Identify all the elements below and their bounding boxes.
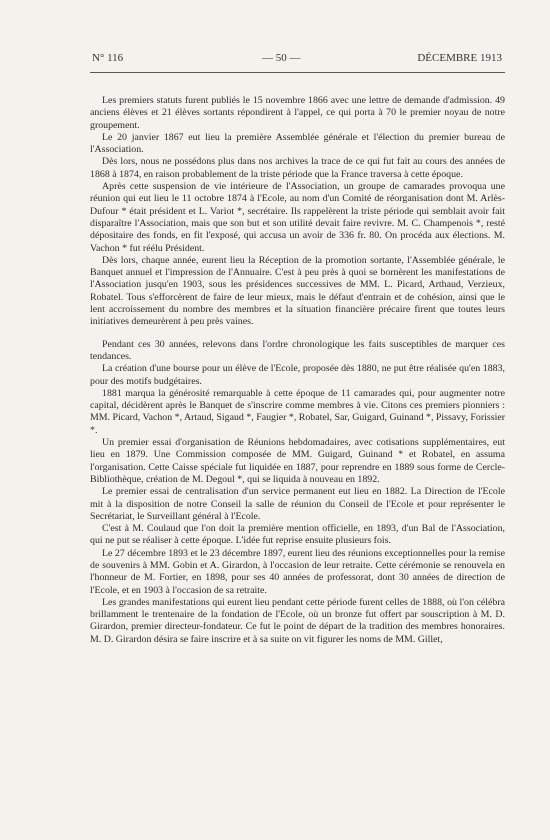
paragraph: Pendant ces 30 années, relevons dans l'ordre chronologique les faits susceptibles de marquer ces tendances.	[90, 338, 505, 362]
issue-date: DÉCEMBRE 1913	[417, 52, 502, 64]
paragraph: Un premier essai d'organisation de Réunions hebdomadaires, avec cotisations supplémentaires, eut lieu en 1879. Une Commission composée de MM. Guigard, Guinand * et Robatel, en assuma l'organisation. Cette Caisse spéciale fut liquidée en 1887, pour reprendre en 1889 sous forme de Cercle-Bibliothèque, création de M. Degoul *, qui se liquida à nouveau en 1892.	[90, 437, 505, 485]
article-body	[90, 95, 505, 646]
paragraph: 1881 marqua la générosité remarquable à cette époque de 11 camarades qui, pour augmenter notre capital, décidèrent après le Banquet de s'inscrire comme membres à vie. Citons ces premiers pionniers : MM. Picard, Vachon *, Artaud, Sigaud *, Faugier *, Robatel, Sar, Guigard, Guinand *, Pissavy, Forissier *.	[90, 387, 505, 436]
paragraph: Dès lors, nous ne possédons plus dans nos archives la trace de ce qui fut fait au cours des années de 1868 à 1874, en raison probablement de la triste période que la France traversa à cette époque.	[90, 156, 505, 180]
paragraph: Le premier essai de centralisation d'un service permanent eut lieu en 1882. La Direction de l'Ecole mit à la disposition de notre Conseil la salle de réunion du Conseil de l'Ecole et pour représenter le Secrétariat, le Surveillant général à l'Ecole.	[90, 486, 505, 522]
paragraph: Les grandes manifestations qui eurent lieu pendant cette période furent celles de 1888, où l'on célébra brillamment le trentenaire de la fondation de l'Ecole, où un bronze fut offert par souscription à M. D. Girardon, premier directeur-fondateur. Ce fut le point de départ de la tradition des membres honoraires. M. D. Girardon désira se faire inscrire et à sa suite on vit figurer les noms de MM. Gillet,	[90, 596, 505, 645]
header-rule	[90, 72, 505, 73]
paragraph: Les premiers statuts furent publiés le 15 novembre 1866 avec une lettre de demande d'admission. 49 anciens élèves et 21 élèves sortants répondirent à l'appel, ce qui porta à 70 le premier noyau de notre groupement.	[90, 95, 505, 131]
paragraph: Le 20 janvier 1867 eut lieu la première Assemblée générale et l'élection du premier bureau de l'Association.	[90, 131, 505, 156]
paragraph: La création d'une bourse pour un élève de l'Ecole, proposée dès 1880, ne put être réalisée qu'en 1883, pour des motifs budgétaires.	[90, 363, 505, 387]
paragraph: Dès lors, chaque année, eurent lieu la Réception de la promotion sortante, l'Assemblée générale, le Banquet annuel et l'impression de l'Annuaire. C'est à peu près à quoi se bornèrent les manifestations de l'Association jusqu'en 1903, sous les présidences successives de MM. L. Picard, Arthaud, Verzieux, Robatel. Tous s'efforcèrent de faire de leur mieux, mais le défaut d'entrain et de cohésion, ainsi que le lent accroissement du nombre des membres et la situation financière précaire firent que toutes leurs initiatives demeurèrent à peu près vaines.	[90, 254, 505, 328]
issue-number: N° 116	[92, 52, 124, 64]
paragraph: C'est à M. Coulaud que l'on doit la première mention officielle, en 1893, d'un Bal de l'Association, qui ne put se réaliser à cette époque. L'idée fut reprise ensuite plusieurs fois.	[90, 523, 505, 547]
paragraph: Le 27 décembre 1893 et le 23 décembre 1897, eurent lieu des réunions exceptionnelles pour la remise de souvenirs à MM. Gobin et A. Girardon, à l'occasion de leur retraite. Cette cérémonie se renouvela en l'honneur de M. Fortier, en 1898, pour ses 40 années de professorat, dont 30 années de direction de l'Ecole, et en 1903 à l'occasion de sa retraite.	[90, 547, 505, 596]
running-header	[92, 52, 502, 68]
paragraph: Après cette suspension de vie intérieure de l'Association, un groupe de camarades provoqua une réunion qui eut lieu le 11 octobre 1874 à l'Ecole, au nom d'un Comité de réorganisation dont M. Arlès-Dufour * était président et L. Variot *, secrétaire. Ils rappelèrent la triste période qui semblait avoir fait disparaître l'Association, mais que son but et son utilité devait faire revivre. M. C. Champenois *, resté dépositaire des fonds, en fit l'exposé, qui accusa un avoir de 336 fr. 80. On procéda aux élections. M. Vachon * fut réélu Président.	[90, 181, 505, 254]
page-number: — 50 —	[262, 52, 301, 64]
